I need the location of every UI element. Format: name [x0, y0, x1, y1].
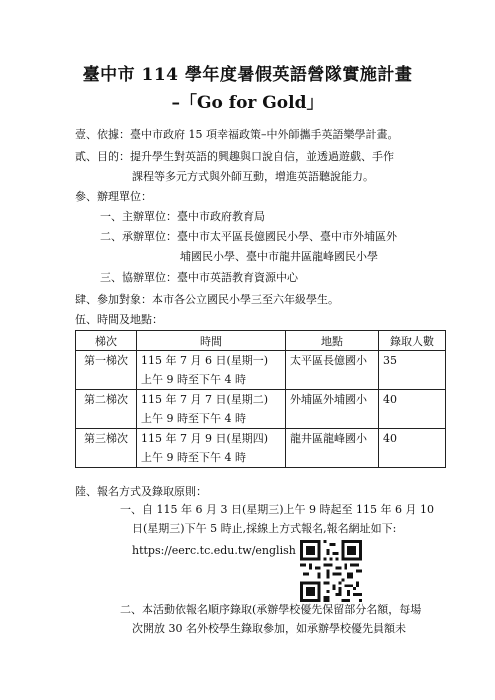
cell-count: 40: [379, 429, 446, 468]
cell-place: 太平區長億國小: [286, 351, 379, 390]
cell-batch: 第三梯次: [76, 429, 137, 468]
section-registration: 陸、報名方式及錄取原則：: [75, 485, 207, 498]
cell-time: [137, 351, 286, 390]
table-row: [76, 429, 446, 468]
cell-time: [137, 390, 286, 429]
header-place: 地點: [286, 331, 379, 351]
cell-hours: 上午 9 時至下午 4 時: [141, 373, 246, 386]
section-basis: 壹、依據：臺中市政府 15 項幸福政策–中外師攜手英語樂學計畫。: [75, 128, 399, 141]
section-purpose: 貳、目的：提升學生對英語的興趣與口說自信，並透過遊戲、手作: [75, 150, 394, 163]
organizer-host: 一、主辦單位：臺中市政府教育局: [100, 210, 265, 223]
header-time: 時間: [137, 331, 286, 351]
admission-principle: 二、本活動依報名順序錄取(承辦學校優先保留部分名額，每場: [120, 603, 422, 616]
cell-place: 龍井區龍峰國小: [286, 429, 379, 468]
admission-principle-cont: 次開放 30 名外校學生錄取參加，如承辦學校優先員額未: [132, 622, 406, 635]
organizer-co-organizer: 三、協辦單位：臺中市英語教育資源中心: [100, 271, 298, 284]
document-subtitle: –「Go for Gold」: [171, 93, 324, 113]
section-purpose-cont: 課程等多元方式與外師互動，增進英語聽說能力。: [132, 170, 374, 183]
cell-count: 40: [379, 390, 446, 429]
registration-period: 一、自 115 年 6 月 3 日(星期三)上午 9 時起至 115 年 6 月 10: [120, 503, 435, 516]
header-batch: 梯次: [76, 331, 137, 351]
cell-time: [137, 429, 286, 468]
section-organizers: 參、辦理單位：: [75, 190, 152, 203]
table-row: [76, 351, 446, 390]
section-participants: 肆、參加對象：本市各公立國民小學三至六年級學生。: [75, 293, 339, 306]
document-title: 臺中市 114 學年度暑假英語營隊實施計畫: [82, 65, 413, 85]
schedule-table: [75, 330, 446, 468]
header-count: 錄取人數: [379, 331, 446, 351]
cell-date: 115 年 7 月 9 日(星期四): [141, 432, 269, 445]
cell-batch: 第一梯次: [76, 351, 137, 390]
cell-batch: 第二梯次: [76, 390, 137, 429]
cell-count: 35: [379, 351, 446, 390]
cell-date: 115 年 7 月 7 日(星期二): [141, 393, 269, 406]
cell-hours: 上午 9 時至下午 4 時: [141, 412, 246, 425]
section-time-place: 伍、時間及地點：: [75, 313, 163, 326]
registration-url-link[interactable]: https://eerc.tc.edu.tw/english: [132, 544, 296, 557]
cell-place: 外埔區外埔國小: [286, 390, 379, 429]
table-row: [76, 390, 446, 429]
cell-date: 115 年 7 月 6 日(星期一): [141, 354, 269, 367]
table-header-row: [76, 331, 446, 351]
organizer-undertaker-cont: 埔國民小學、臺中市龍井區龍峰國民小學: [180, 250, 378, 263]
cell-hours: 上午 9 時至下午 4 時: [141, 451, 246, 464]
organizer-undertaker: 二、承辦單位：臺中市太平區長億國民小學、臺中市外埔區外: [100, 230, 397, 243]
registration-qr-code-icon[interactable]: [300, 540, 362, 602]
registration-period-cont: 日(星期三)下午 5 時止,採線上方式報名,報名網址如下:: [132, 522, 397, 535]
